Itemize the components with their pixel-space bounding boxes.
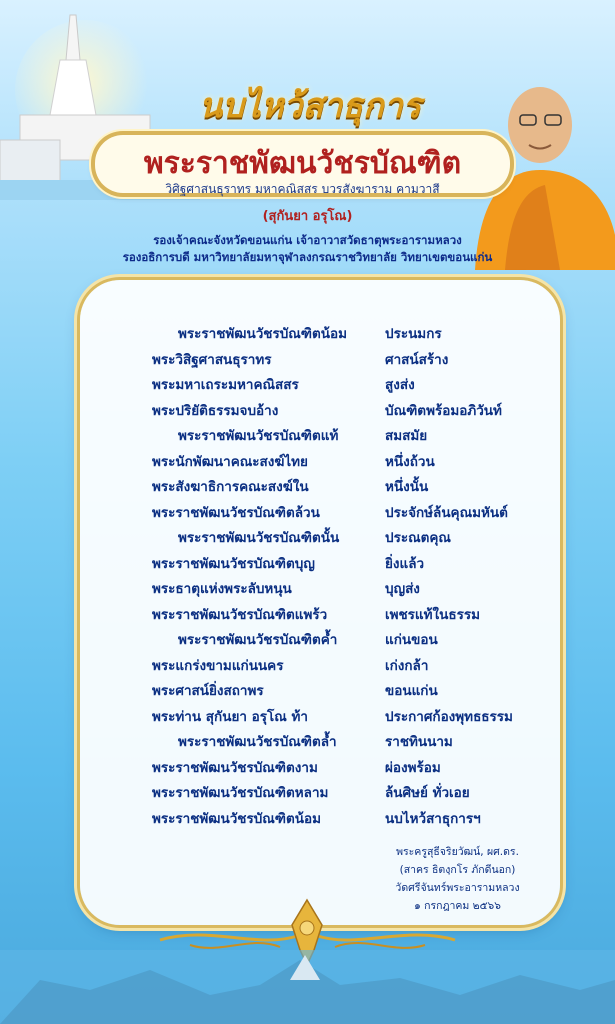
poem-line-a: พระธาตุแห่งพระลับหนุน: [152, 581, 292, 597]
poem-row: [152, 501, 532, 527]
poem-line-a: พระสังฆาธิการคณะสงฆ์ใน: [152, 479, 309, 495]
poem-line-b: ยิ่งแล้ว: [385, 555, 425, 572]
poem-line-a: พระท่าน สุกันยา อรุโณ ท้า: [152, 708, 308, 725]
poem-line-b: ประนมกร: [385, 326, 442, 342]
poem-line-b: หนึ่งถ้วน: [385, 453, 435, 470]
poem-line-a: พระปริยัติธรรมจบอ้าง: [152, 402, 279, 419]
temple-rooftops: [0, 950, 615, 1024]
poem-row: [152, 399, 532, 425]
poem-line-b: ประกาศก้องพุทธธรรม: [385, 708, 513, 725]
poem-line-a: พระราชพัฒนวัชรบัณฑิตค้ำ: [178, 632, 338, 648]
poem-line-a: พระราชพัฒนวัชรบัณฑิตล้วน: [152, 504, 320, 521]
poem-line-b: ล้นศิษย์ ทั่วเอย: [385, 785, 470, 801]
poem-row: [152, 526, 532, 552]
header-details: [0, 205, 615, 266]
poem-line-a: พระราชพัฒนวัชรบัณฑิตหลาม: [152, 785, 329, 801]
poem-row: [152, 654, 532, 680]
role-line-2: รองอธิการบดี มหาวิทยาลัยมหาจุฬาลงกรณราชวิทยาลัย วิทยาเขตขอนแก่น: [122, 250, 493, 264]
signature-line: วัดศรีจันทร์พระอารามหลวง: [395, 882, 520, 894]
poem-line-a: พระราชพัฒนวัชรบัณฑิตน้อม: [152, 810, 322, 827]
poem-line-b: ราชทินนาม: [385, 734, 453, 750]
poem-row: [152, 603, 532, 629]
poem-line-a: พระราชพัฒนวัชรบัณฑิตน้อม: [178, 326, 348, 342]
poem-row: [152, 348, 532, 374]
role-line-1: รองเจ้าคณะจังหวัดขอนแก่น เจ้าอาวาสวัดธาตุพระอารามหลวง: [153, 233, 462, 247]
poem-row: [152, 781, 532, 807]
poem-row: [152, 577, 532, 603]
poem-line-a: พระราชพัฒนวัชรบัณฑิตบุญ: [152, 555, 315, 572]
poem-line-a: พระวิสิฐศาสนธุราทร: [152, 351, 272, 368]
poem-row: [152, 756, 532, 782]
poem-line-b: ขอนแก่น: [385, 683, 438, 699]
poem-row: [152, 450, 532, 476]
honorific-name: พระราชพัฒนวัชรบัณฑิต: [143, 146, 462, 181]
poem-row: [152, 628, 532, 654]
poem-row: [152, 705, 532, 731]
poem-line-b: สูงส่ง: [385, 377, 415, 393]
poem-line-b: นบไหว้สาธุการฯ: [385, 810, 481, 827]
poem-line-a: พระนักพัฒนาคณะสงฆ์ไทย: [152, 453, 308, 470]
poem-row: [152, 552, 532, 578]
poem-row: [152, 322, 532, 348]
poem-line-a: พระราชพัฒนวัชรบัณฑิตแพร้ว: [152, 606, 328, 623]
poem-line-b: บุญส่ง: [385, 581, 420, 597]
poem-line-b: แก่นขอน: [385, 632, 438, 648]
poem-line-a: พระศาสน์ยิ่งสถาพร: [152, 683, 264, 699]
poem-line-b: บัณฑิตพร้อมอภิวันท์: [385, 402, 502, 419]
poem-row: [152, 730, 532, 756]
birth-name: (สุกันยา อรุโณ): [262, 209, 353, 224]
banner-title: นบไหว้สาธุการ: [199, 86, 421, 126]
poem-row: [152, 424, 532, 450]
signature-line: พระครูสุธีจริยวัฒน์, ผศ.ดร.: [396, 846, 519, 858]
poem-line-a: พระราชพัฒนวัชรบัณฑิตนั้น: [178, 530, 340, 546]
poem-row: [152, 475, 532, 501]
poem-line-b: ประณตคุณ: [385, 530, 451, 546]
poem-row: [152, 373, 532, 399]
signature-line: ๑ กรกฎาคม ๒๕๖๖: [414, 900, 501, 912]
poem-line-a: พระราชพัฒนวัชรบัณฑิตล้ำ: [178, 734, 337, 750]
poem-row: [152, 679, 532, 705]
honorific-subtitle: วิศิฐศาสนธุราทร มหาคณิสสร บวรสังฆาราม คามวาสี: [165, 182, 440, 196]
poem-row: [152, 807, 532, 833]
poem: [152, 322, 532, 832]
poem-line-a: พระแกร่งขามแก่นนคร: [152, 657, 284, 674]
poem-line-b: ประจักษ์ล้นคุณมหันต์: [385, 504, 508, 521]
poem-line-a: พระราชพัฒนวัชรบัณฑิตงาม: [152, 759, 318, 776]
poem-line-b: เพชรแท้ในธรรม: [385, 606, 480, 623]
signature-line: (สาคร ธิตงฺกโร ภักดีนอก): [399, 864, 516, 876]
poem-line-b: ผ่องพร้อม: [385, 759, 441, 776]
poem-line-a: พระราชพัฒนวัชรบัณฑิตแท้: [178, 428, 339, 444]
poem-line-a: พระมหาเถระมหาคณิสสร: [152, 377, 299, 393]
poem-line-b: สมสมัย: [385, 428, 428, 444]
poem-line-b: เก่งกล้า: [385, 657, 429, 674]
poem-line-b: ศาสน์สร้าง: [385, 351, 449, 368]
poem-line-b: หนึ่งนั้น: [385, 479, 429, 495]
